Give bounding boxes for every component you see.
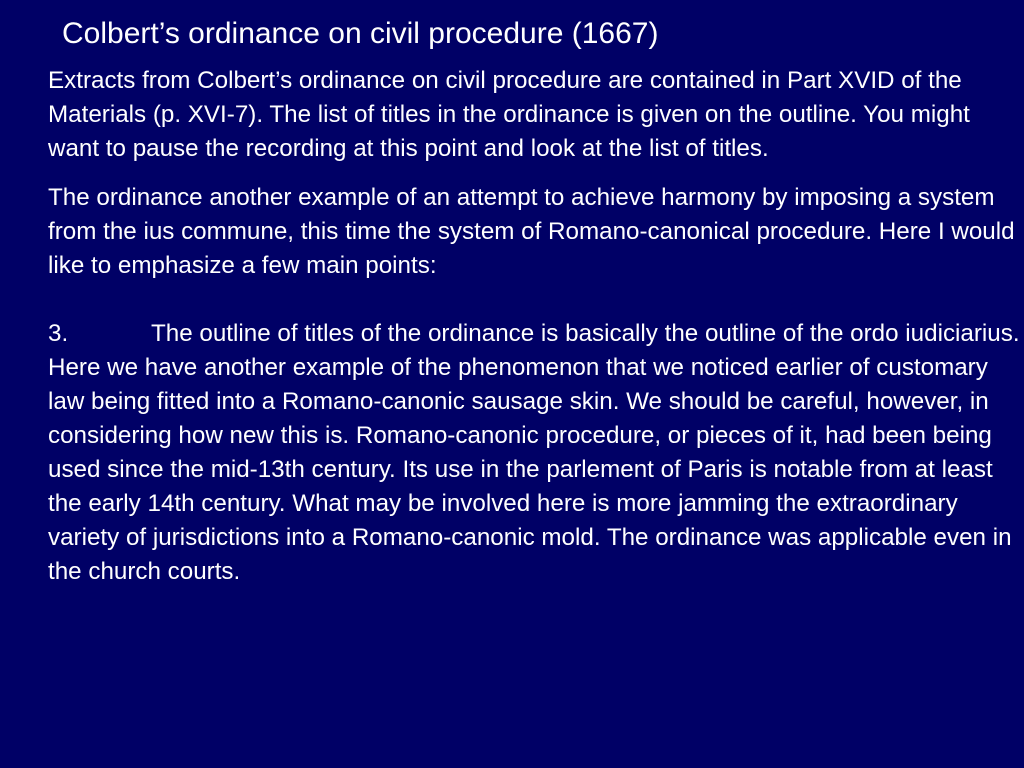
point-text: The outline of titles of the ordinance is basically the outline of the ordo iudiciarius. Here we have another example of the phenomenon that we noticed earlier of customary law being fitted into a Romano-canonic sausage skin. We should be careful, however, in considering how new this is. Romano-canonic procedure, or pieces of it, had been being used since the mid-13th century. Its use in the parlement of Paris is notable from at least the early 14th century. What may be involved here is more jamming the extraordinary variety of jurisdictions into a Romano-canonic mold. The ordinance was applicable even in the church courts. <box>48 320 1020 585</box>
slide-title: Colbert’s ordinance on civil procedure (1667) <box>62 17 659 50</box>
point-number: 3. <box>48 320 69 347</box>
numbered-point <box>48 317 1020 589</box>
paragraph-ordinance-harmony: The ordinance another example of an attempt to achieve harmony by imposing a system from the ius commune, this time the system of Romano-canonical procedure. Here I would like to emphasize a few main points: <box>48 184 1015 279</box>
slide-body <box>48 64 1020 589</box>
paragraph-extracts: Extracts from Colbert’s ordinance on civil procedure are contained in Part XVID of the Materials (p. XVI-7). The list of titles in the ordinance is given on the outline. You might want to pause the recording at this point and look at the list of titles. <box>48 67 970 162</box>
